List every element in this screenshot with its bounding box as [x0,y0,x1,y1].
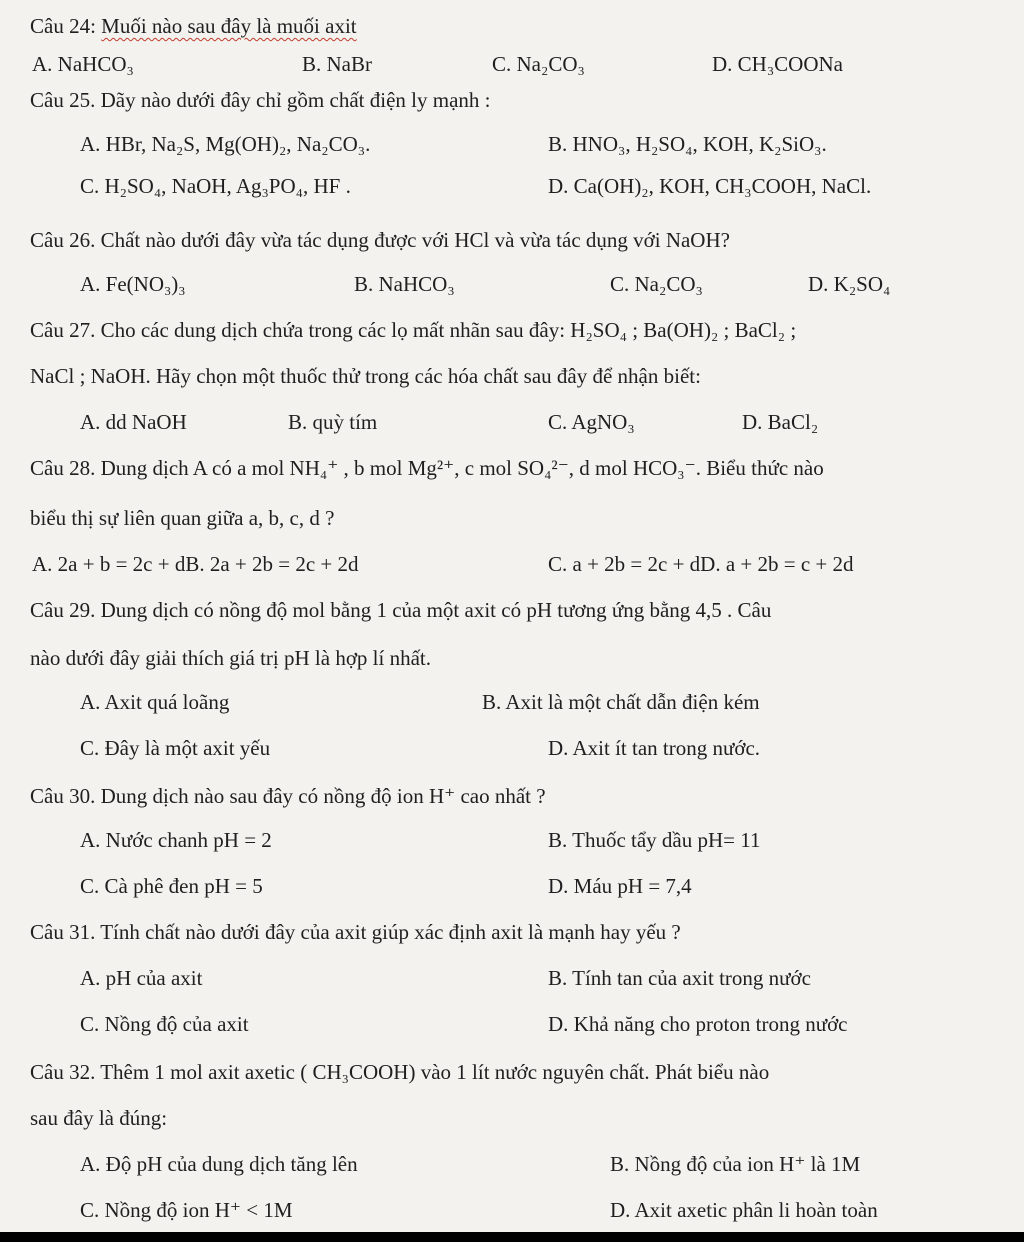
q24-option-c: C. Na₂CO₃ [492,52,585,76]
q32-option-a: A. Độ pH của dung dịch tăng lên [80,1152,358,1176]
q28-option-cd: C. a + 2b = 2c + dD. a + 2b = c + 2d [548,552,854,576]
question-29-line-1: Câu 29. Dung dịch có nồng độ mol bằng 1 của một axit có pH tương ứng bằng 4,5 . Câu [30,598,772,622]
question-29-line-2: nào dưới đây giải thích giá trị pH là hợp lí nhất. [30,646,432,670]
q29-option-b: B. Axit là một chất dẫn điện kém [482,690,760,714]
question-30: Câu 30. Dung dịch nào sau đây có nồng độ ion H⁺ cao nhất ? [30,784,546,808]
q27-option-b: B. quỳ tím [288,410,378,434]
q30-option-c: C. Cà phê đen pH = 5 [80,874,263,898]
q32-option-b: B. Nồng độ của ion H⁺ là 1M [610,1152,861,1176]
q24-option-a: A. NaHCO₃ [32,52,134,76]
question-27-line-2: NaCl ; NaOH. Hãy chọn một thuốc thử trong các hóa chất sau đây để nhận biết: [30,364,701,388]
bottom-edge-bar [0,1232,1024,1242]
q27-option-a: A. dd NaOH [80,410,187,434]
question-32-line-2: sau đây là đúng: [30,1106,168,1130]
q30-option-d: D. Máu pH = 7,4 [548,874,692,898]
q29-option-a: A. Axit quá loãng [80,690,230,714]
q25-option-b: B. HNO₃, H₂SO₄, KOH, K₂SiO₃. [548,132,827,156]
q26-option-b: B. NaHCO₃ [354,272,455,296]
q26-option-a: A. Fe(NO₃)₃ [80,272,186,296]
question-31: Câu 31. Tính chất nào dưới đây của axit giúp xác định axit là mạnh hay yếu ? [30,920,681,944]
q32-option-d: D. Axit axetic phân li hoàn toàn [610,1198,878,1222]
q25-option-d: D. Ca(OH)₂, KOH, CH₃COOH, NaCl. [548,174,872,198]
q28-option-ab: A. 2a + b = 2c + dB. 2a + 2b = 2c + 2d [32,552,359,576]
question-24-label: Câu 24: [30,14,102,38]
q31-option-d: D. Khả năng cho proton trong nước [548,1012,848,1036]
q32-option-c: C. Nồng độ ion H⁺ < 1M [80,1198,293,1222]
question-25: Câu 25. Dãy nào dưới đây chỉ gồm chất điện ly mạnh : [30,88,491,112]
q31-option-b: B. Tính tan của axit trong nước [548,966,811,990]
question-28-line-2: biểu thị sự liên quan giữa a, b, c, d ? [30,506,335,530]
q30-option-a: A. Nước chanh pH = 2 [80,828,272,852]
q29-option-d: D. Axit ít tan trong nước. [548,736,761,760]
question-26: Câu 26. Chất nào dưới đây vừa tác dụng được với HCl và vừa tác dụng với NaOH? [30,228,730,252]
q24-option-b: B. NaBr [302,52,372,76]
q27-option-c: C. AgNO₃ [548,410,635,434]
q24-option-d: D. CH₃COONa [712,52,843,76]
q31-option-c: C. Nồng độ của axit [80,1012,249,1036]
q31-option-a: A. pH của axit [80,966,203,990]
question-32-line-1: Câu 32. Thêm 1 mol axit axetic ( CH₃COOH) vào 1 lít nước nguyên chất. Phát biểu nào [30,1060,770,1084]
q27-option-d: D. BaCl₂ [742,410,819,434]
q25-option-c: C. H₂SO₄, NaOH, Ag₃PO₄, HF . [80,174,351,198]
question-24-text: Muối nào sau đây là muối axit [101,14,357,38]
question-24 [30,12,357,40]
q25-option-a: A. HBr, Na₂S, Mg(OH)₂, Na₂CO₃. [80,132,371,156]
question-28-line-1: Câu 28. Dung dịch A có a mol NH₄⁺ , b mol Mg²⁺, c mol SO₄²⁻, d mol HCO₃⁻. Biểu thức nào [30,456,824,480]
q29-option-c: C. Đây là một axit yếu [80,736,271,760]
question-27-line-1: Câu 27. Cho các dung dịch chứa trong các lọ mất nhãn sau đây: H₂SO₄ ; Ba(OH)₂ ; BaCl₂ ; [30,318,797,342]
q30-option-b: B. Thuốc tẩy dầu pH= 11 [548,828,761,852]
q26-option-c: C. Na₂CO₃ [610,272,703,296]
q26-option-d: D. K₂SO₄ [808,272,891,296]
